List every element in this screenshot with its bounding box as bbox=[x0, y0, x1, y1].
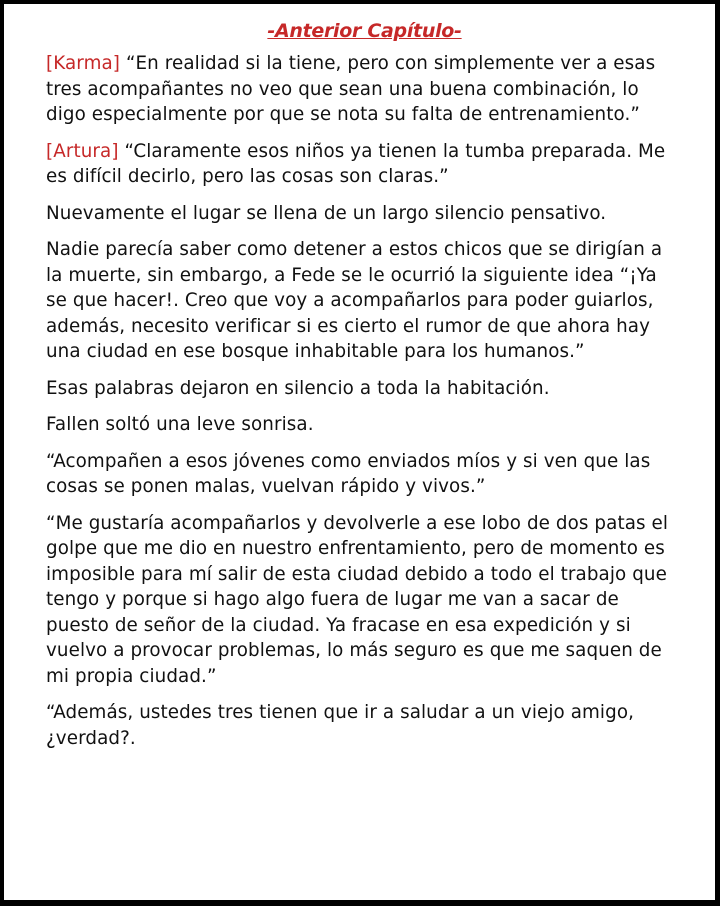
paragraph-text: “Claramente esos niños ya tienen la tumba preparada. Me es difícil decirlo, pero las cosas son claras.” bbox=[46, 140, 666, 187]
paragraph-9: “Además, ustedes tres tienen que ir a saludar a un viejo amigo, ¿verdad?. bbox=[46, 702, 635, 749]
paragraph-text: “En realidad si la tiene, pero con simplemente ver a esas tres acompañantes no veo que sean una buena combinación, lo digo especialmente por que se nota su falta de entrenamiento.” bbox=[46, 53, 656, 125]
chapter-heading: -Anterior Capítulo- bbox=[267, 20, 462, 42]
document-page bbox=[4, 4, 715, 900]
paragraph-artura bbox=[46, 139, 683, 190]
paragraph-6: Fallen soltó una leve sonrisa. bbox=[46, 414, 314, 435]
speaker-label-artura: [Artura] bbox=[46, 140, 119, 162]
paragraph-4: Nadie parecía saber como detener a estos chicos que se dirigían a la muerte, sin embargo, a Fede se le ocurrió la siguiente idea “¡Ya se que hacer!. Creo que voy a acompañarlos para poder guiarlos, además, necesito verificar si es cierto el rumor de que ahora hay una ciudad en ese bosque inhabitable para los humanos.” bbox=[46, 239, 663, 362]
paragraph-3: Nuevamente el lugar se llena de un largo silencio pensativo. bbox=[46, 202, 607, 224]
speaker-label-karma: [Karma] bbox=[46, 53, 121, 74]
paragraph-karma bbox=[46, 51, 683, 128]
paragraph-7: “Acompañen a esos jóvenes como enviados míos y si ven que las cosas se ponen malas, vuelvan rápido y vivos.” bbox=[46, 450, 651, 497]
paragraph-5: Esas palabras dejaron en silencio a toda la habitación. bbox=[46, 377, 550, 399]
paragraph-8: “Me gustaría acompañarlos y devolverle a ese lobo de dos patas el golpe que me dio en nuestro enfrentamiento, pero de momento es imposible para mí salir de esta ciudad debido a todo el trabajo que tengo y porque si hago algo fuera de lugar me van a sacar de puesto de señor de la ciudad. Ya fracase en esa expedición y si vuelvo a provocar problemas, lo más seguro es que me saquen de mi propia ciudad.” bbox=[46, 512, 669, 687]
